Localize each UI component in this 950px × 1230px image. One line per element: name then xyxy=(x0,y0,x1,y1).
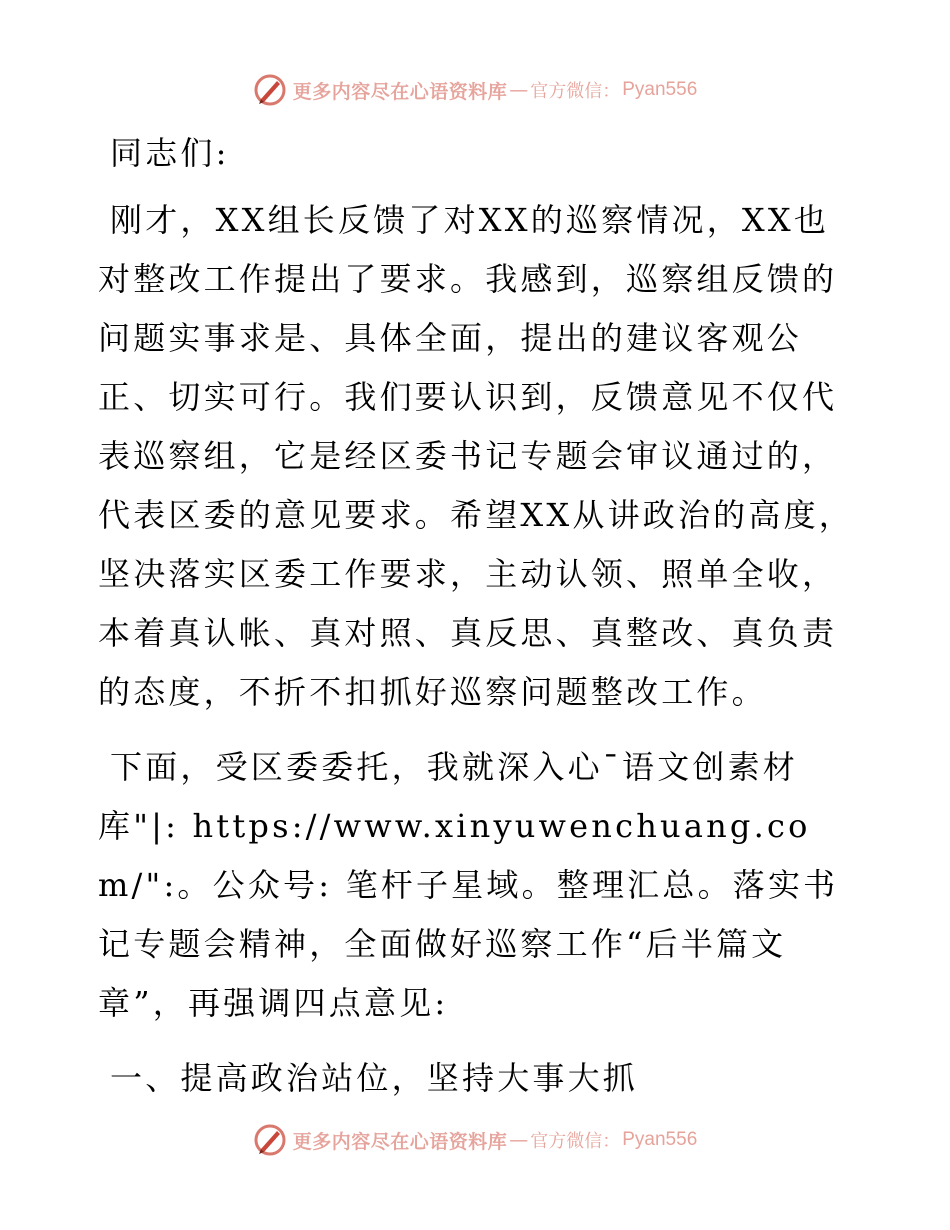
paragraph-2: 下面，受区委委托，我就深入心¯语文创素材库"|: https://www.xinyuwenchuang.com/":。公众号: 笔杆子星域。整理汇总。落实书记专题会精神，全面做好巡察工作“后半篇文章”，再强调四点意见: xyxy=(98,748,839,1022)
watermark-official-label: 官方微信： xyxy=(530,1131,621,1152)
pen-logo-icon xyxy=(253,1123,287,1157)
section-heading-1: 一、提高政治站位，坚持大事大抓 xyxy=(110,1059,639,1097)
watermark-separator: — xyxy=(509,1129,529,1151)
pen-logo-icon xyxy=(253,73,287,107)
watermark-handle: Pyan556 xyxy=(622,1129,698,1150)
watermark-site-text: 更多内容尽在心语资料库 xyxy=(292,1130,508,1153)
paragraph-1: 刚才，XX组长反馈了对XX的巡察情况，XX也对整改工作提出了要求。我感到，巡察组反馈的问题实事求是、具体全面，提出的建议客观公正、切实可行。我们要认识到，反馈意见不仅代表巡察组，它是经区委书记专题会审议通过的，代表区委的意见要求。希望XX从讲政治的高度，坚决落实区委工作要求，主动认领、照单全收，本着真认帐、真对照、真反思、真整改、真负责的态度，不折不扣抓好巡察问题整改工作。 xyxy=(98,201,854,711)
document-body xyxy=(98,124,858,1108)
watermark-separator: — xyxy=(509,79,529,101)
watermark-handle: Pyan556 xyxy=(622,79,698,100)
footer-watermark xyxy=(0,1120,950,1160)
header-watermark xyxy=(0,70,950,110)
greeting: 同志们: xyxy=(110,134,230,172)
watermark-site-text: 更多内容尽在心语资料库 xyxy=(292,80,508,103)
watermark-official-label: 官方微信： xyxy=(530,81,621,102)
